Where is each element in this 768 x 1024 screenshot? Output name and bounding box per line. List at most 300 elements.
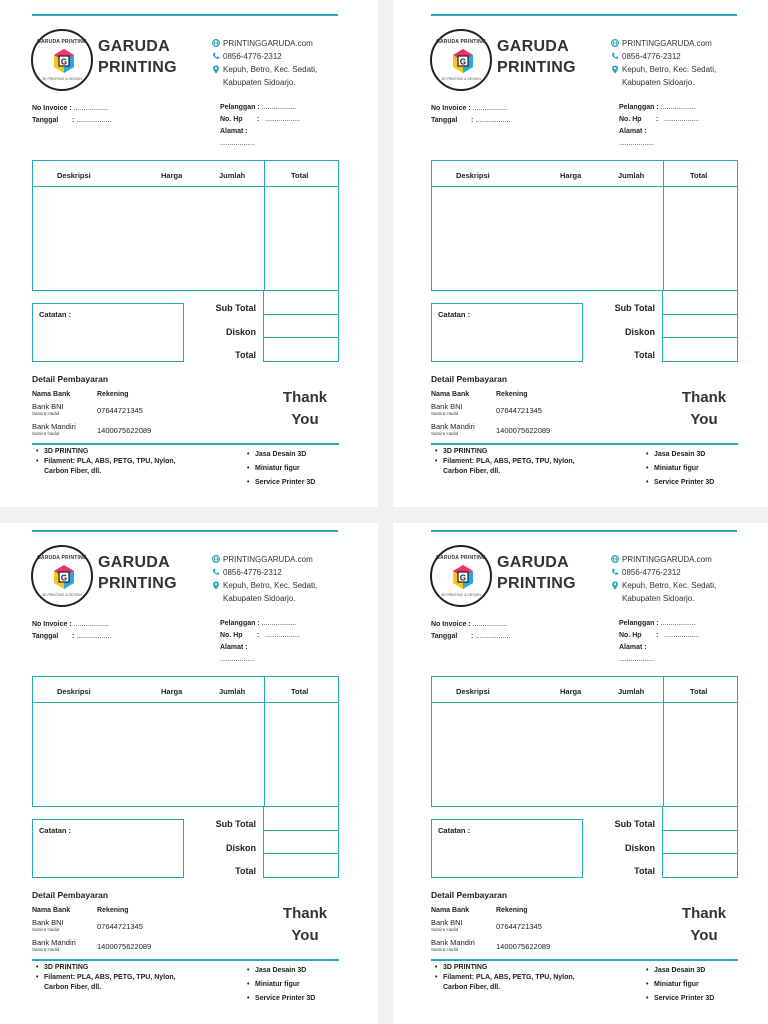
thank-you-line-2: You	[291, 927, 319, 944]
totals-labels	[589, 813, 655, 884]
items-table-header	[432, 677, 737, 703]
total-column-divider	[264, 161, 265, 290]
contact-block	[212, 37, 362, 89]
service-text: Service Printer 3D	[255, 995, 316, 1002]
customer-label: Pelanggan :	[619, 620, 659, 627]
service-text: Jasa Desain 3D	[654, 967, 706, 974]
bank-holder: Samira Hadid	[32, 431, 60, 436]
bank-name: Bank Mandiri	[431, 938, 475, 947]
totals-labels	[190, 297, 256, 368]
bank-name: Bank Mandiri	[431, 422, 475, 431]
customer-phone-label: No. Hp	[619, 116, 642, 123]
bullet-icon: •	[646, 479, 649, 486]
bank-holder: Samira Hadid	[431, 411, 459, 416]
bullet-icon: •	[646, 981, 649, 988]
bank-row	[431, 938, 581, 953]
bullet-icon: •	[435, 974, 438, 981]
thank-you-line-2: You	[690, 411, 718, 428]
contact-address-line-1: Kepuh, Betro, Kec. Sedati,	[223, 581, 318, 590]
totals-labels	[190, 813, 256, 884]
invoice-meta-right	[220, 102, 360, 150]
invoice	[0, 0, 362, 500]
invoice-number-label: No Invoice :	[431, 621, 471, 628]
discount-field[interactable]	[264, 315, 338, 339]
total-field[interactable]	[663, 338, 737, 362]
bank-holder: Samira Hadid	[32, 411, 60, 416]
customer-row	[619, 102, 759, 114]
bullet-icon: •	[247, 451, 250, 458]
customer-address-label: Alamat :	[619, 644, 647, 651]
map-pin-icon	[212, 63, 223, 74]
logo-tagline: 3D PRINTING & DESIGN	[42, 77, 82, 81]
service-item	[646, 462, 746, 476]
bullet-icon: •	[247, 479, 250, 486]
invoice-number-value[interactable]: ..................	[472, 105, 508, 112]
contact-web	[611, 37, 761, 50]
customer-phone-label: No. Hp	[220, 632, 243, 639]
brand-line-1: GARUDA	[497, 38, 570, 55]
contact-phone	[212, 566, 362, 579]
invoice-number-value[interactable]: ..................	[73, 105, 109, 112]
hexagon-cube-icon	[452, 48, 474, 74]
customer-value[interactable]: ..................	[660, 620, 696, 627]
notes-box[interactable]	[32, 819, 184, 878]
invoice-date-colon: :	[72, 117, 75, 124]
contact-web-text: PRINTINGGARUDA.com	[622, 555, 712, 564]
invoice-date-value[interactable]: ..................	[76, 633, 112, 640]
customer-label: Pelanggan :	[220, 620, 260, 627]
items-table	[32, 160, 339, 291]
customer-row	[619, 618, 759, 630]
invoice-date-colon: :	[72, 633, 75, 640]
bank-account: 07644721345	[496, 922, 542, 931]
discount-field[interactable]	[663, 315, 737, 339]
service-item	[435, 983, 610, 993]
service-text: Carbon Fiber, dll.	[443, 468, 501, 475]
customer-phone-colon: :	[656, 116, 659, 123]
customer-address-value[interactable]: ..................	[619, 140, 655, 147]
customer-row	[220, 102, 360, 114]
bullet-icon: •	[36, 448, 39, 455]
service-item	[36, 467, 211, 477]
account-header: Rekening	[97, 907, 129, 914]
invoice-meta-left	[32, 103, 182, 127]
invoice-number-value[interactable]: ..................	[472, 621, 508, 628]
service-item	[36, 973, 211, 983]
total-column-divider	[663, 677, 664, 806]
brand-line-2: PRINTING	[98, 59, 177, 76]
customer-label: Pelanggan :	[220, 104, 260, 111]
notes-box[interactable]	[32, 303, 184, 362]
customer-address-row	[220, 126, 360, 138]
services-left	[435, 963, 610, 993]
service-text: Carbon Fiber, dll.	[44, 468, 102, 475]
bullet-icon: •	[36, 974, 39, 981]
invoice-meta-right	[220, 618, 360, 666]
thank-you-text	[664, 903, 744, 947]
items-table	[431, 676, 738, 807]
customer-address-value[interactable]: ..................	[220, 656, 256, 663]
subtotal-label: Sub Total	[215, 819, 256, 829]
notes-label: Catatan :	[438, 826, 471, 835]
invoice-meta-left	[431, 619, 581, 643]
customer-phone-row	[220, 630, 360, 642]
bullet-icon: •	[247, 967, 250, 974]
invoice-date-label: Tanggal	[32, 633, 59, 640]
contact-block	[611, 553, 761, 605]
service-item	[435, 467, 610, 477]
discount-field[interactable]	[264, 831, 338, 855]
total-field[interactable]	[264, 854, 338, 878]
contact-address-line-1: Kepuh, Betro, Kec. Sedati,	[622, 65, 717, 74]
notes-box[interactable]	[431, 303, 583, 362]
bullet-icon: •	[36, 458, 39, 465]
invoice	[399, 0, 761, 500]
service-item	[435, 457, 610, 467]
contact-web-text: PRINTINGGARUDA.com	[223, 39, 313, 48]
invoice	[399, 516, 761, 1016]
items-table-header	[432, 161, 737, 187]
invoice-meta-right	[619, 618, 759, 666]
col-price: Harga	[560, 171, 582, 180]
bank-name-header: Nama Bank	[431, 907, 470, 914]
service-item	[646, 978, 746, 992]
service-text: Filament: PLA, ABS, PETG, TPU, Nylon,	[443, 458, 575, 465]
service-item	[247, 964, 347, 978]
phone-icon	[212, 50, 223, 60]
total-label: Total	[235, 866, 256, 877]
col-quantity: Jumlah	[618, 171, 645, 180]
service-text: Filament: PLA, ABS, PETG, TPU, Nylon,	[44, 458, 176, 465]
subtotal-field[interactable]	[264, 291, 338, 315]
service-text: Carbon Fiber, dll.	[443, 984, 501, 991]
map-pin-icon	[611, 579, 622, 590]
bank-account: 1400075622089	[97, 942, 152, 951]
customer-address-value-row	[220, 138, 360, 150]
invoice-number-row	[431, 103, 581, 115]
invoice-number-row	[431, 619, 581, 631]
phone-icon	[611, 566, 622, 576]
service-text: Service Printer 3D	[255, 479, 316, 486]
thank-you-line-2: You	[291, 411, 319, 428]
thank-you-text	[265, 387, 345, 431]
col-total: Total	[690, 687, 708, 696]
bank-row	[431, 402, 581, 417]
top-rule	[431, 14, 737, 16]
bullet-icon: •	[247, 465, 250, 472]
contact-address-line-2: Kabupaten Sidoarjo.	[223, 78, 296, 87]
bank-account: 1400075622089	[97, 426, 152, 435]
payment-title: Detail Pembayaran	[32, 374, 109, 384]
col-price: Harga	[161, 171, 183, 180]
customer-phone-value[interactable]: ..................	[265, 632, 301, 639]
bullet-icon: •	[36, 964, 39, 971]
service-item	[247, 992, 347, 1006]
hexagon-cube-icon	[452, 564, 474, 590]
bank-row	[32, 422, 182, 437]
contact-address-line-2: Kabupaten Sidoarjo.	[223, 594, 296, 603]
total-field[interactable]	[264, 338, 338, 362]
customer-phone-value[interactable]: ..................	[664, 632, 700, 639]
col-price: Harga	[161, 687, 183, 696]
customer-address-value[interactable]: ..................	[619, 656, 655, 663]
col-price: Harga	[560, 687, 582, 696]
bullet-icon: •	[646, 465, 649, 472]
invoice	[0, 516, 362, 1016]
thank-you-text	[265, 903, 345, 947]
col-description: Deskripsi	[456, 171, 490, 180]
service-text: Miniatur figur	[255, 981, 300, 988]
invoice-meta-left	[32, 619, 182, 643]
logo-tagline: 3D PRINTING & DESIGN	[441, 77, 481, 81]
invoice-meta-right	[619, 102, 759, 150]
logo-ring-text: GARUDA PRINTING	[36, 39, 88, 45]
total-label: Total	[235, 350, 256, 361]
services-left	[435, 447, 610, 477]
items-table	[32, 676, 339, 807]
subtotal-label: Sub Total	[614, 819, 655, 829]
top-rule	[431, 530, 737, 532]
col-quantity: Jumlah	[219, 687, 246, 696]
bank-name: Bank Mandiri	[32, 938, 76, 947]
notes-label: Catatan :	[39, 826, 72, 835]
service-text: 3D PRINTING	[44, 448, 89, 455]
service-text: Jasa Desain 3D	[654, 451, 706, 458]
notes-box[interactable]	[431, 819, 583, 878]
bank-account: 07644721345	[97, 406, 143, 415]
contact-phone	[611, 50, 761, 63]
contact-address-line-2: Kabupaten Sidoarjo.	[622, 78, 695, 87]
invoice-date-row	[32, 631, 182, 643]
customer-label: Pelanggan :	[619, 104, 659, 111]
contact-address	[611, 579, 761, 592]
bank-account: 1400075622089	[496, 426, 551, 435]
customer-phone-value[interactable]: ..................	[265, 116, 301, 123]
account-header: Rekening	[496, 391, 528, 398]
total-column-divider	[264, 677, 265, 806]
bank-name-header: Nama Bank	[32, 391, 71, 398]
contact-web-text: PRINTINGGARUDA.com	[223, 555, 313, 564]
invoice-date-label: Tanggal	[431, 633, 458, 640]
service-text: Service Printer 3D	[654, 995, 715, 1002]
bullet-icon: •	[646, 451, 649, 458]
items-table	[431, 160, 738, 291]
customer-phone-row	[619, 630, 759, 642]
bullet-icon: •	[435, 964, 438, 971]
col-total: Total	[690, 171, 708, 180]
bottom-rule	[32, 443, 339, 445]
bank-name-header: Nama Bank	[431, 391, 470, 398]
service-text: Miniatur figur	[255, 465, 300, 472]
invoice-date-row	[32, 115, 182, 127]
service-item	[36, 457, 211, 467]
contact-address	[212, 579, 362, 592]
customer-phone-value[interactable]: ..................	[664, 116, 700, 123]
thank-you-text	[664, 387, 744, 431]
bullet-icon: •	[435, 448, 438, 455]
service-item	[36, 983, 211, 993]
logo-ring-text: GARUDA PRINTING	[435, 39, 487, 45]
invoice-number-label: No Invoice :	[32, 105, 72, 112]
invoice-date-colon: :	[471, 633, 474, 640]
customer-address-value[interactable]: ..................	[220, 140, 256, 147]
service-item	[435, 447, 610, 457]
brand-line-2: PRINTING	[497, 575, 576, 592]
customer-phone-row	[619, 114, 759, 126]
service-item	[646, 476, 746, 490]
garuda-printing-logo	[31, 29, 93, 91]
discount-label: Diskon	[225, 326, 256, 337]
items-table-header	[33, 161, 338, 187]
bank-row	[32, 938, 182, 953]
contact-phone	[212, 50, 362, 63]
bank-holder: Samira Hadid	[431, 927, 459, 932]
bullet-icon: •	[435, 458, 438, 465]
payment-title: Detail Pembayaran	[431, 374, 508, 384]
service-item	[36, 447, 211, 457]
brand-name	[98, 36, 208, 78]
customer-address-label: Alamat :	[619, 128, 647, 135]
contact-web	[212, 553, 362, 566]
notes-label: Catatan :	[438, 310, 471, 319]
bank-holder: Samira Hadid	[32, 947, 60, 952]
bank-account: 07644721345	[97, 922, 143, 931]
map-pin-icon	[212, 579, 223, 590]
service-item	[646, 964, 746, 978]
bank-holder: Samira Hadid	[32, 927, 60, 932]
customer-phone-colon: :	[257, 116, 260, 123]
thank-you-line-1: Thank	[681, 905, 727, 922]
col-total: Total	[291, 687, 309, 696]
bank-account: 07644721345	[496, 406, 542, 415]
logo-tagline: 3D PRINTING & DESIGN	[441, 593, 481, 597]
col-total: Total	[291, 171, 309, 180]
customer-value[interactable]: ..................	[660, 104, 696, 111]
logo-ring-text: GARUDA PRINTING	[36, 555, 88, 561]
bullet-icon: •	[247, 981, 250, 988]
customer-address-row	[619, 126, 759, 138]
logo-tagline: 3D PRINTING & DESIGN	[42, 593, 82, 597]
services-right	[247, 448, 347, 490]
bank-row	[431, 918, 581, 933]
invoice-number-row	[32, 619, 182, 631]
hexagon-cube-icon	[53, 564, 75, 590]
customer-address-value-row	[619, 138, 759, 150]
invoice-date-row	[431, 115, 581, 127]
service-text: Filament: PLA, ABS, PETG, TPU, Nylon,	[443, 974, 575, 981]
hexagon-cube-icon	[53, 48, 75, 74]
totals-boxes	[662, 807, 738, 878]
col-description: Deskripsi	[456, 687, 490, 696]
col-description: Deskripsi	[57, 687, 91, 696]
brand-name	[497, 36, 607, 78]
globe-icon	[212, 553, 223, 563]
subtotal-field[interactable]	[663, 291, 737, 315]
col-description: Deskripsi	[57, 171, 91, 180]
customer-phone-colon: :	[656, 632, 659, 639]
service-text: Miniatur figur	[654, 981, 699, 988]
garuda-printing-logo	[430, 545, 492, 607]
svg-text:G: G	[60, 57, 68, 67]
logo-ring-text: GARUDA PRINTING	[435, 555, 487, 561]
customer-value[interactable]: ..................	[261, 620, 297, 627]
garuda-printing-logo	[430, 29, 492, 91]
payment-title: Detail Pembayaran	[431, 890, 508, 900]
totals-boxes	[263, 291, 339, 362]
subtotal-field[interactable]	[264, 807, 338, 831]
brand-line-2: PRINTING	[497, 59, 576, 76]
thank-you-line-1: Thank	[681, 389, 727, 406]
customer-address-value-row	[619, 654, 759, 666]
customer-phone-colon: :	[257, 632, 260, 639]
contact-phone-text: 0856-4776-2312	[223, 568, 282, 577]
contact-phone	[611, 566, 761, 579]
customer-address-row	[220, 642, 360, 654]
contact-address-line-1: Kepuh, Betro, Kec. Sedati,	[622, 581, 717, 590]
discount-label: Diskon	[624, 842, 655, 853]
globe-icon	[611, 553, 622, 563]
brand-name	[497, 552, 607, 594]
invoice-date-value[interactable]: ..................	[475, 633, 511, 640]
svg-text:G: G	[60, 573, 68, 583]
top-rule	[32, 14, 338, 16]
brand-line-1: GARUDA	[98, 38, 171, 55]
items-table-header	[33, 677, 338, 703]
bottom-rule	[32, 959, 339, 961]
invoice-date-value[interactable]: ..................	[76, 117, 112, 124]
invoice-meta-left	[431, 103, 581, 127]
discount-field[interactable]	[663, 831, 737, 855]
notes-label: Catatan :	[39, 310, 72, 319]
contact-address	[212, 63, 362, 76]
bank-row	[32, 918, 182, 933]
invoice-number-label: No Invoice :	[32, 621, 72, 628]
phone-icon	[212, 566, 223, 576]
thank-you-line-2: You	[690, 927, 718, 944]
globe-icon	[212, 37, 223, 47]
total-field[interactable]	[663, 854, 737, 878]
total-label: Total	[634, 350, 655, 361]
invoice-date-label: Tanggal	[431, 117, 458, 124]
invoice-date-value[interactable]: ..................	[475, 117, 511, 124]
service-item	[435, 973, 610, 983]
bank-name: Bank Mandiri	[32, 422, 76, 431]
subtotal-field[interactable]	[663, 807, 737, 831]
totals-boxes	[263, 807, 339, 878]
bank-name: Bank BNI	[32, 918, 64, 927]
subtotal-label: Sub Total	[614, 303, 655, 313]
service-text: Carbon Fiber, dll.	[44, 984, 102, 991]
service-item	[36, 963, 211, 973]
service-text: 3D PRINTING	[44, 964, 89, 971]
customer-address-value-row	[220, 654, 360, 666]
service-text: Filament: PLA, ABS, PETG, TPU, Nylon,	[44, 974, 176, 981]
bullet-icon: •	[646, 995, 649, 1002]
bank-name: Bank BNI	[431, 402, 463, 411]
invoice-number-value[interactable]: ..................	[73, 621, 109, 628]
invoice-number-label: No Invoice :	[431, 105, 471, 112]
contact-phone-text: 0856-4776-2312	[622, 568, 681, 577]
bullet-icon: •	[646, 967, 649, 974]
customer-phone-label: No. Hp	[619, 632, 642, 639]
payment-title: Detail Pembayaran	[32, 890, 109, 900]
account-header: Rekening	[97, 391, 129, 398]
bank-row	[431, 422, 581, 437]
customer-value[interactable]: ..................	[261, 104, 297, 111]
invoice-date-row	[431, 631, 581, 643]
service-item	[247, 978, 347, 992]
services-right	[646, 964, 746, 1006]
